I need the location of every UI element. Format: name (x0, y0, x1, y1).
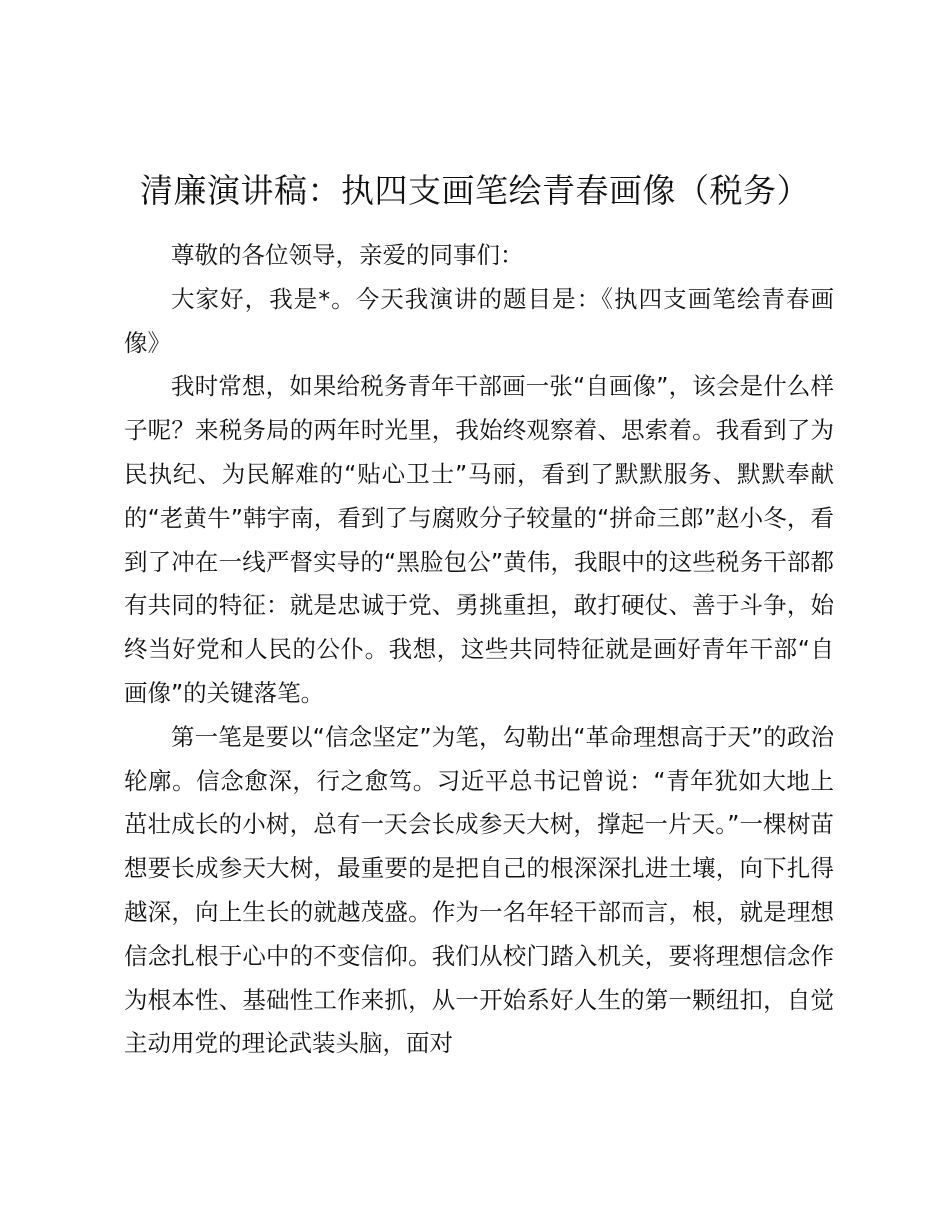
paragraph-greeting: 尊敬的各位领导，亲爱的同事们： (171, 241, 524, 269)
document-title: 清廉演讲稿：执四支画笔绘青春画像（税务） (140, 171, 810, 210)
paragraph-first-stroke: 第一笔是要以“信念坚定”为笔，勾勒出“革命理想高于天”的政治轮廓。信念愈深，行之愈笃。习近平总书记曾说：“青年犹如大地上茁壮成长的小树，总有一天会长成参天大树，撑起一片天。”一棵树苗想要长成参天大树，最重要的是把自己的根深深扎进土壤，向下扎得越深，向上生长的就越茂盛。作为一名年轻干部而言，根，就是理想信念扎根于心中的不变信仰。我们从校门踏入机关，要将理想信念作为根本性、基础性工作来抓，从一开始系好人生的第一颗纽扣，自觉主动用党的理论武装头脑，面对 (124, 722, 834, 1058)
document-body (124, 234, 834, 1066)
paragraph-intro: 大家好，我是*。今天我演讲的题目是：《执四支画笔绘青春画像》 (124, 284, 834, 357)
paragraph-portrait: 我时常想，如果给税务青年干部画一张“自画像”，该会是什么样子呢？来税务局的两年时光里，我始终观察着、思索着。我看到了为民执纪、为民解难的“贴心卫士”马丽，看到了默默服务、默默奉献的“老黄牛”韩宇南，看到了与腐败分子较量的“拼命三郎”赵小冬，看到了冲在一线严督实导的“黑脸包公”黄伟，我眼中的这些税务干部都有共同的特征：就是忠诚于党、勇挑重担，敢打硬仗、善于斗争，始终当好党和人民的公仆。我想，这些共同特征就是画好青年干部“自画像”的关键落笔。 (124, 372, 834, 707)
